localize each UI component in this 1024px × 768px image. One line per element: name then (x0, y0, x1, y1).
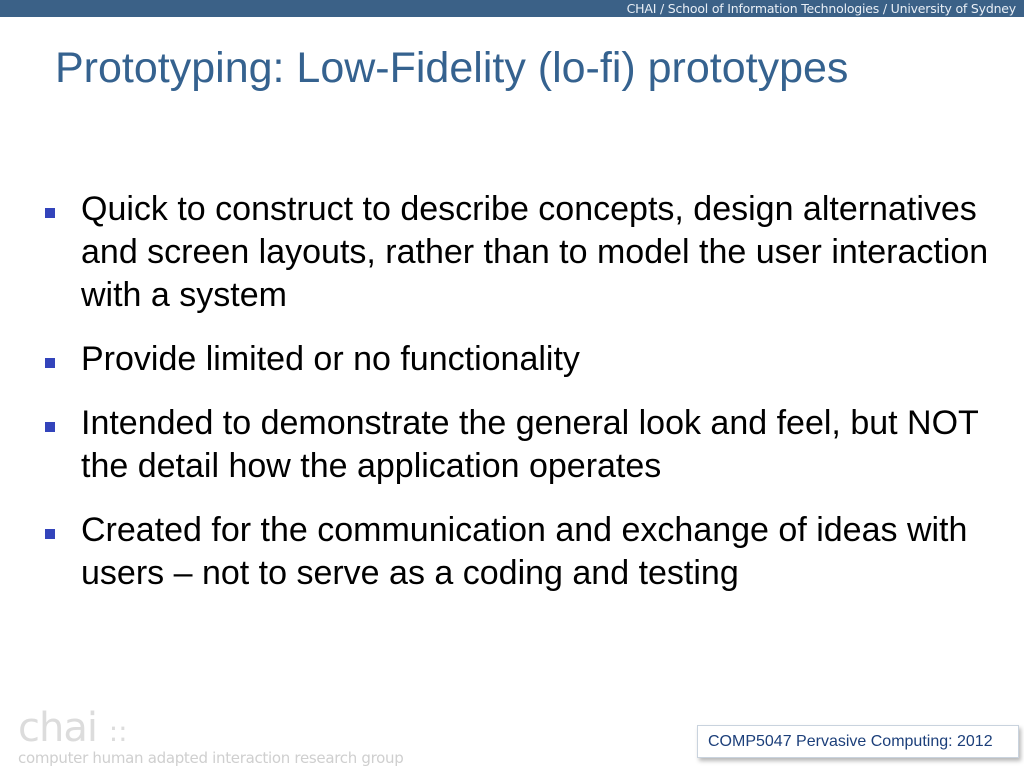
course-footer-box (697, 725, 1019, 758)
bullet-text: Created for the communication and exchange of ideas with users – not to serve as a coding and testing (81, 511, 968, 592)
bullet-item (42, 402, 992, 488)
slide-title: Prototyping: Low-Fidelity (lo-fi) prototypes (55, 44, 849, 92)
bullet-text: Quick to construct to describe concepts, design alternatives and screen layouts, rather than to model the user interaction with a system (81, 190, 989, 314)
bullet-item (42, 338, 992, 381)
square-bullet-icon (45, 529, 55, 539)
bullet-text: Intended to demonstrate the general look and feel, but NOT the detail how the application operates (81, 404, 979, 485)
chai-logo (18, 706, 128, 754)
chai-logo-text: chai (18, 705, 97, 751)
top-header-bar (0, 0, 1024, 17)
square-bullet-icon (45, 208, 55, 218)
header-breadcrumb: CHAI / School of Information Technologies / University of Sydney (626, 1, 1016, 16)
square-bullet-icon (45, 422, 55, 432)
square-bullet-icon (45, 358, 55, 368)
bullet-item (42, 188, 992, 317)
bullet-item (42, 509, 992, 595)
bullet-list (42, 188, 992, 616)
course-label: COMP5047 Pervasive Computing: 2012 (708, 733, 993, 750)
bullet-text: Provide limited or no functionality (81, 340, 580, 378)
chai-tagline: computer human adapted interaction research group (18, 749, 404, 767)
chai-logo-dots: :: (108, 715, 128, 748)
